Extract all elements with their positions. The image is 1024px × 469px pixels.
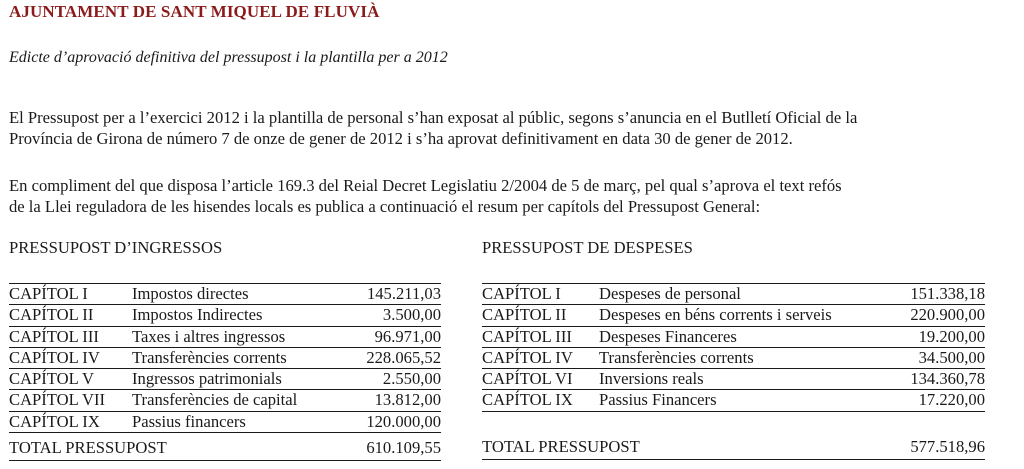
- chapter-description: Passius Financers: [599, 390, 717, 410]
- chapter-description: Inversions reals: [599, 369, 704, 389]
- table-row: [9, 412, 441, 433]
- income-table-title: PRESSUPOST D’INGRESSOS: [9, 238, 223, 257]
- total-label: TOTAL PRESSUPOST: [9, 438, 167, 458]
- chapter-label: CAPÍTOL IV: [9, 347, 100, 367]
- table-row: [482, 369, 985, 390]
- chapter-amount: 120.000,00: [366, 411, 441, 431]
- edict-subtitle: Edicte d’aprovació definitiva del pressupost i la plantilla per a 2012: [9, 49, 448, 66]
- chapter-label: CAPÍTOL I: [9, 284, 88, 303]
- chapter-amount: 96.971,00: [374, 326, 441, 346]
- chapter-label: CAPÍTOL III: [482, 326, 572, 346]
- expense-table-title: PRESSUPOST DE DESPESES: [482, 238, 693, 257]
- chapter-description: Ingressos patrimonials: [132, 369, 282, 389]
- total-amount: 577.518,96: [910, 437, 985, 457]
- table-row: [482, 284, 985, 305]
- chapter-label: CAPÍTOL VII: [9, 390, 106, 410]
- table-row: [9, 369, 441, 390]
- chapter-description: Transferències corrents: [599, 347, 754, 367]
- total-amount: 610.109,55: [366, 438, 441, 458]
- chapter-label: CAPÍTOL II: [9, 305, 94, 325]
- chapter-amount: 145.211,03: [366, 284, 441, 303]
- paragraph-exposure: [9, 107, 1019, 149]
- chapter-description: Impostos Indirectes: [132, 305, 263, 325]
- table-row: [9, 390, 441, 411]
- chapter-amount: 17.220,00: [918, 390, 985, 410]
- table-row: [9, 305, 441, 326]
- total-row: [9, 436, 441, 461]
- chapter-label: CAPÍTOL IV: [482, 347, 573, 367]
- total-label: TOTAL PRESSUPOST: [482, 437, 640, 457]
- chapter-amount: 151.338,18: [910, 284, 985, 303]
- table-row: [482, 348, 985, 369]
- chapter-amount: 34.500,00: [918, 347, 985, 367]
- chapter-description: Despeses Financeres: [599, 326, 737, 346]
- chapter-description: Despeses de personal: [599, 284, 741, 303]
- chapter-label: CAPÍTOL IX: [482, 390, 573, 410]
- paragraph-line: Província de Girona de número 7 de onze de gener de 2012 i s’ha aprovat definitivament en data 30 de gener de 2012.: [9, 129, 793, 148]
- table-row: [9, 284, 441, 305]
- chapter-description: Transferències de capital: [132, 390, 298, 410]
- chapter-amount: 13.812,00: [374, 390, 441, 410]
- chapter-label: CAPÍTOL II: [482, 305, 567, 325]
- chapter-label: CAPÍTOL I: [482, 284, 561, 303]
- chapter-description: Transferències corrents: [132, 347, 287, 367]
- table-row: [482, 305, 985, 326]
- chapter-label: CAPÍTOL IX: [9, 411, 100, 431]
- chapter-amount: 2.550,00: [382, 369, 441, 389]
- table-row: [482, 327, 985, 348]
- chapter-label: CAPÍTOL V: [9, 369, 94, 389]
- chapter-label: CAPÍTOL VI: [482, 369, 573, 389]
- chapter-description: Passius financers: [132, 411, 246, 431]
- table-row: [9, 348, 441, 369]
- income-budget-table: [9, 237, 441, 461]
- paragraph-line: de la Llei reguladora de les hisendes locals es publica a continuació el resum per capítols del Pressupost General:: [9, 197, 761, 216]
- chapter-amount: 228.065,52: [366, 347, 441, 367]
- paragraph-publication: [9, 175, 1019, 217]
- document-heading: AJUNTAMENT DE SANT MIQUEL DE FLUVIÀ: [9, 2, 380, 21]
- total-row: [482, 435, 985, 460]
- chapter-label: CAPÍTOL III: [9, 326, 99, 346]
- table-row-empty: [482, 412, 985, 432]
- chapter-amount: 134.360,78: [910, 369, 985, 389]
- chapter-amount: 220.900,00: [910, 305, 985, 325]
- paragraph-line: En compliment del que disposa l’article 169.3 del Reial Decret Legislatiu 2/2004 de 5 de març, pel qual s’aprova el text refós: [9, 176, 842, 195]
- chapter-amount: 3.500,00: [382, 305, 441, 325]
- table-row: [482, 390, 985, 411]
- chapter-description: Despeses en béns corrents i serveis: [599, 305, 832, 325]
- paragraph-line: El Pressupost per a l’exercici 2012 i la plantilla de personal s’han exposat al públic, segons s’anuncia en el Butlletí Oficial de la: [9, 108, 858, 127]
- expense-budget-table: [482, 237, 985, 460]
- chapter-description: Impostos directes: [132, 284, 249, 303]
- chapter-amount: 19.200,00: [918, 326, 985, 346]
- table-row: [9, 327, 441, 348]
- chapter-description: Taxes i altres ingressos: [132, 326, 286, 346]
